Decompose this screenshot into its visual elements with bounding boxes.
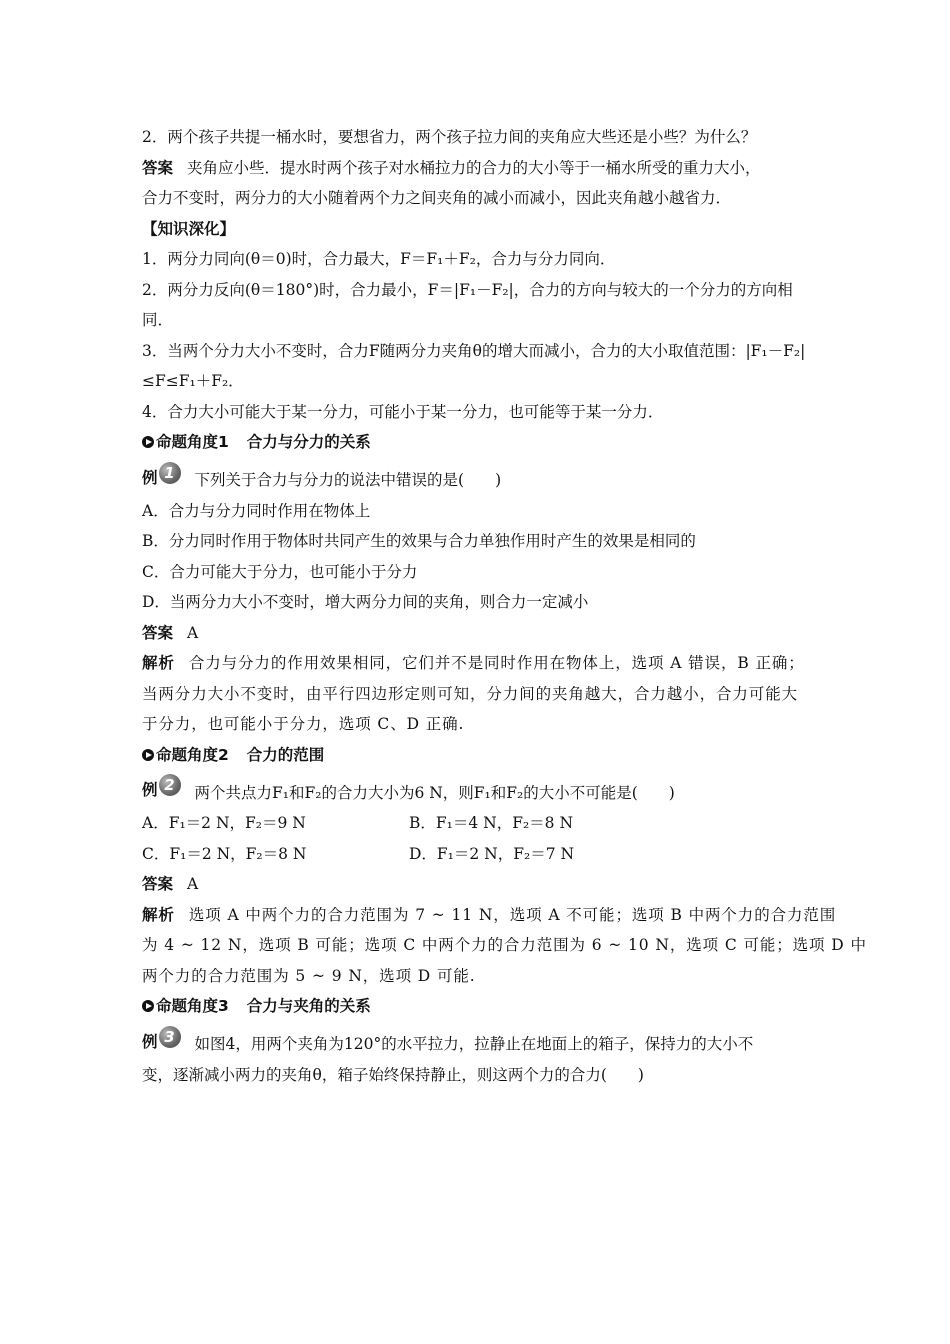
play-icon — [142, 749, 154, 761]
section-subtitle: 合力与分力的关系 — [246, 433, 371, 451]
example-label: 例 — [142, 781, 158, 799]
knowledge-point-1: 1．两分力同向(θ＝0)时，合力最大，F＝F₁＋F₂，合力与分力同向． — [142, 250, 616, 268]
option-a: A．合力与分力同时作用在物体上 — [142, 501, 371, 520]
play-icon — [142, 436, 154, 448]
section-title: 命题角度1 — [156, 433, 229, 451]
section-title: 命题角度2 — [156, 745, 229, 764]
example-2-analysis-line-2: 为 4 ~ 12 N，选项 B 可能；选项 C 中两个力的合力范围为 6 ~ 10 N，选项 C 可能；选项 D 中 — [142, 936, 867, 954]
option-c: C．合力可能大于分力，也可能小于分力 — [142, 562, 418, 581]
answer-line-1 — [142, 153, 810, 184]
knowledge-point-4: 4．合力大小可能大于某一分力，可能小于某一分力，也可能等于某一分力． — [142, 402, 664, 421]
example-1-analysis-line-3: 于分力，也可能小于分力，选项 C、D 正确. — [142, 715, 465, 733]
example-label: 例 — [142, 468, 158, 487]
option-b: B．F₁＝4 N，F₂＝8 N — [409, 814, 574, 832]
example-label: 例 — [142, 1032, 158, 1051]
answer-text-1: 夹角应小些．提水时两个孩子对水桶拉力的合力的大小等于一桶水所受的重力大小， — [187, 158, 761, 177]
knowledge-heading: 【知识深化】 — [142, 219, 236, 238]
section-heading-3 — [142, 991, 810, 1022]
document-page — [142, 122, 867, 1090]
example-3-header — [142, 1022, 810, 1060]
example-2-analysis-line-1 — [142, 900, 837, 931]
knowledge-point-3: 3．当两个分力大小不变时，合力F随两分力夹角θ的增大而减小，合力的大小取值范围：|F₁－F₂|≤F≤F₁＋F₂． — [142, 341, 806, 390]
question-2: 2．两个孩子共提一桶水时，要想省力，两个孩子拉力间的夹角应大些还是小些？为什么？ — [142, 128, 757, 146]
example-2-question: 两个共点力F₁和F₂的合力大小为6 N，则F₁和F₂的大小不可能是( ) — [194, 783, 675, 802]
example-1-analysis-line-2: 当两分力大小不变时，由平行四边形定则可知，分力间的夹角越大，合力越小，合力可能大 — [142, 684, 799, 703]
options-row-1 — [142, 808, 810, 839]
example-3-question-line-1: 如图4，用两个夹角为120°的水平拉力，拉静止在地面上的箱子，保持力的大小不 — [194, 1035, 754, 1053]
example-2-answer — [142, 869, 810, 900]
analysis-text: 合力与分力的作用效果相同，它们并不是同时作用在物体上，选项 A 错误，B 正确； — [188, 654, 805, 672]
analysis-label: 解析 — [142, 654, 175, 672]
analysis-text: 选项 A 中两个力的合力范围为 7 ~ 11 N，选项 A 不可能；选项 B 中两个力的合力范围 — [188, 905, 837, 924]
section-heading-2 — [142, 740, 810, 771]
section-subtitle: 合力的范围 — [246, 745, 325, 764]
section-subtitle: 合力与夹角的关系 — [246, 997, 371, 1015]
option-b: B．分力同时作用于物体时共同产生的效果与合力单独作用时产生的效果是相同的 — [142, 532, 696, 550]
answer-value: A — [187, 623, 199, 642]
analysis-label: 解析 — [142, 905, 175, 924]
answer-value: A — [187, 875, 199, 893]
example-1-question: 下列关于合力与分力的说法中错误的是( ) — [194, 471, 502, 489]
example-number-badge: 3 — [159, 1026, 181, 1048]
option-d: D．当两分力大小不变时，增大两分力间的夹角，则合力一定减小 — [142, 593, 589, 611]
section-heading-1 — [142, 427, 810, 458]
example-number-badge: 1 — [159, 462, 181, 484]
option-c: C．F₁＝2 N，F₂＝8 N — [142, 844, 307, 863]
example-3-question-line-2: 变，逐渐减小两力的夹角θ，箱子始终保持静止，则这两个力的合力( ) — [142, 1065, 644, 1084]
option-d: D．F₁＝2 N，F₂＝7 N — [409, 844, 575, 863]
answer-label: 答案 — [142, 875, 174, 893]
knowledge-point-2-line-1: 2．两分力反向(θ＝180°)时，合力最小，F＝|F₁－F₂|，合力的方向与较大的一个分力的方向相同． — [142, 280, 793, 329]
example-number-badge: 2 — [159, 774, 181, 796]
example-1-analysis-line-1 — [142, 648, 810, 679]
answer-label: 答案 — [142, 158, 174, 177]
example-2-header — [142, 770, 810, 808]
options-row-2 — [142, 839, 810, 870]
play-icon — [142, 1000, 154, 1012]
option-a: A．F₁＝2 N，F₂＝9 N — [142, 814, 306, 832]
example-1-header — [142, 458, 810, 496]
example-2-analysis-line-3: 两个力的合力范围为 5 ~ 9 N，选项 D 可能. — [142, 966, 476, 985]
answer-line-2: 合力不变时，两分力的大小随着两个力之间夹角的减小而减小，因此夹角越小越省力． — [142, 189, 732, 207]
example-1-answer — [142, 618, 810, 649]
answer-label: 答案 — [142, 623, 174, 642]
section-title: 命题角度3 — [156, 997, 229, 1015]
